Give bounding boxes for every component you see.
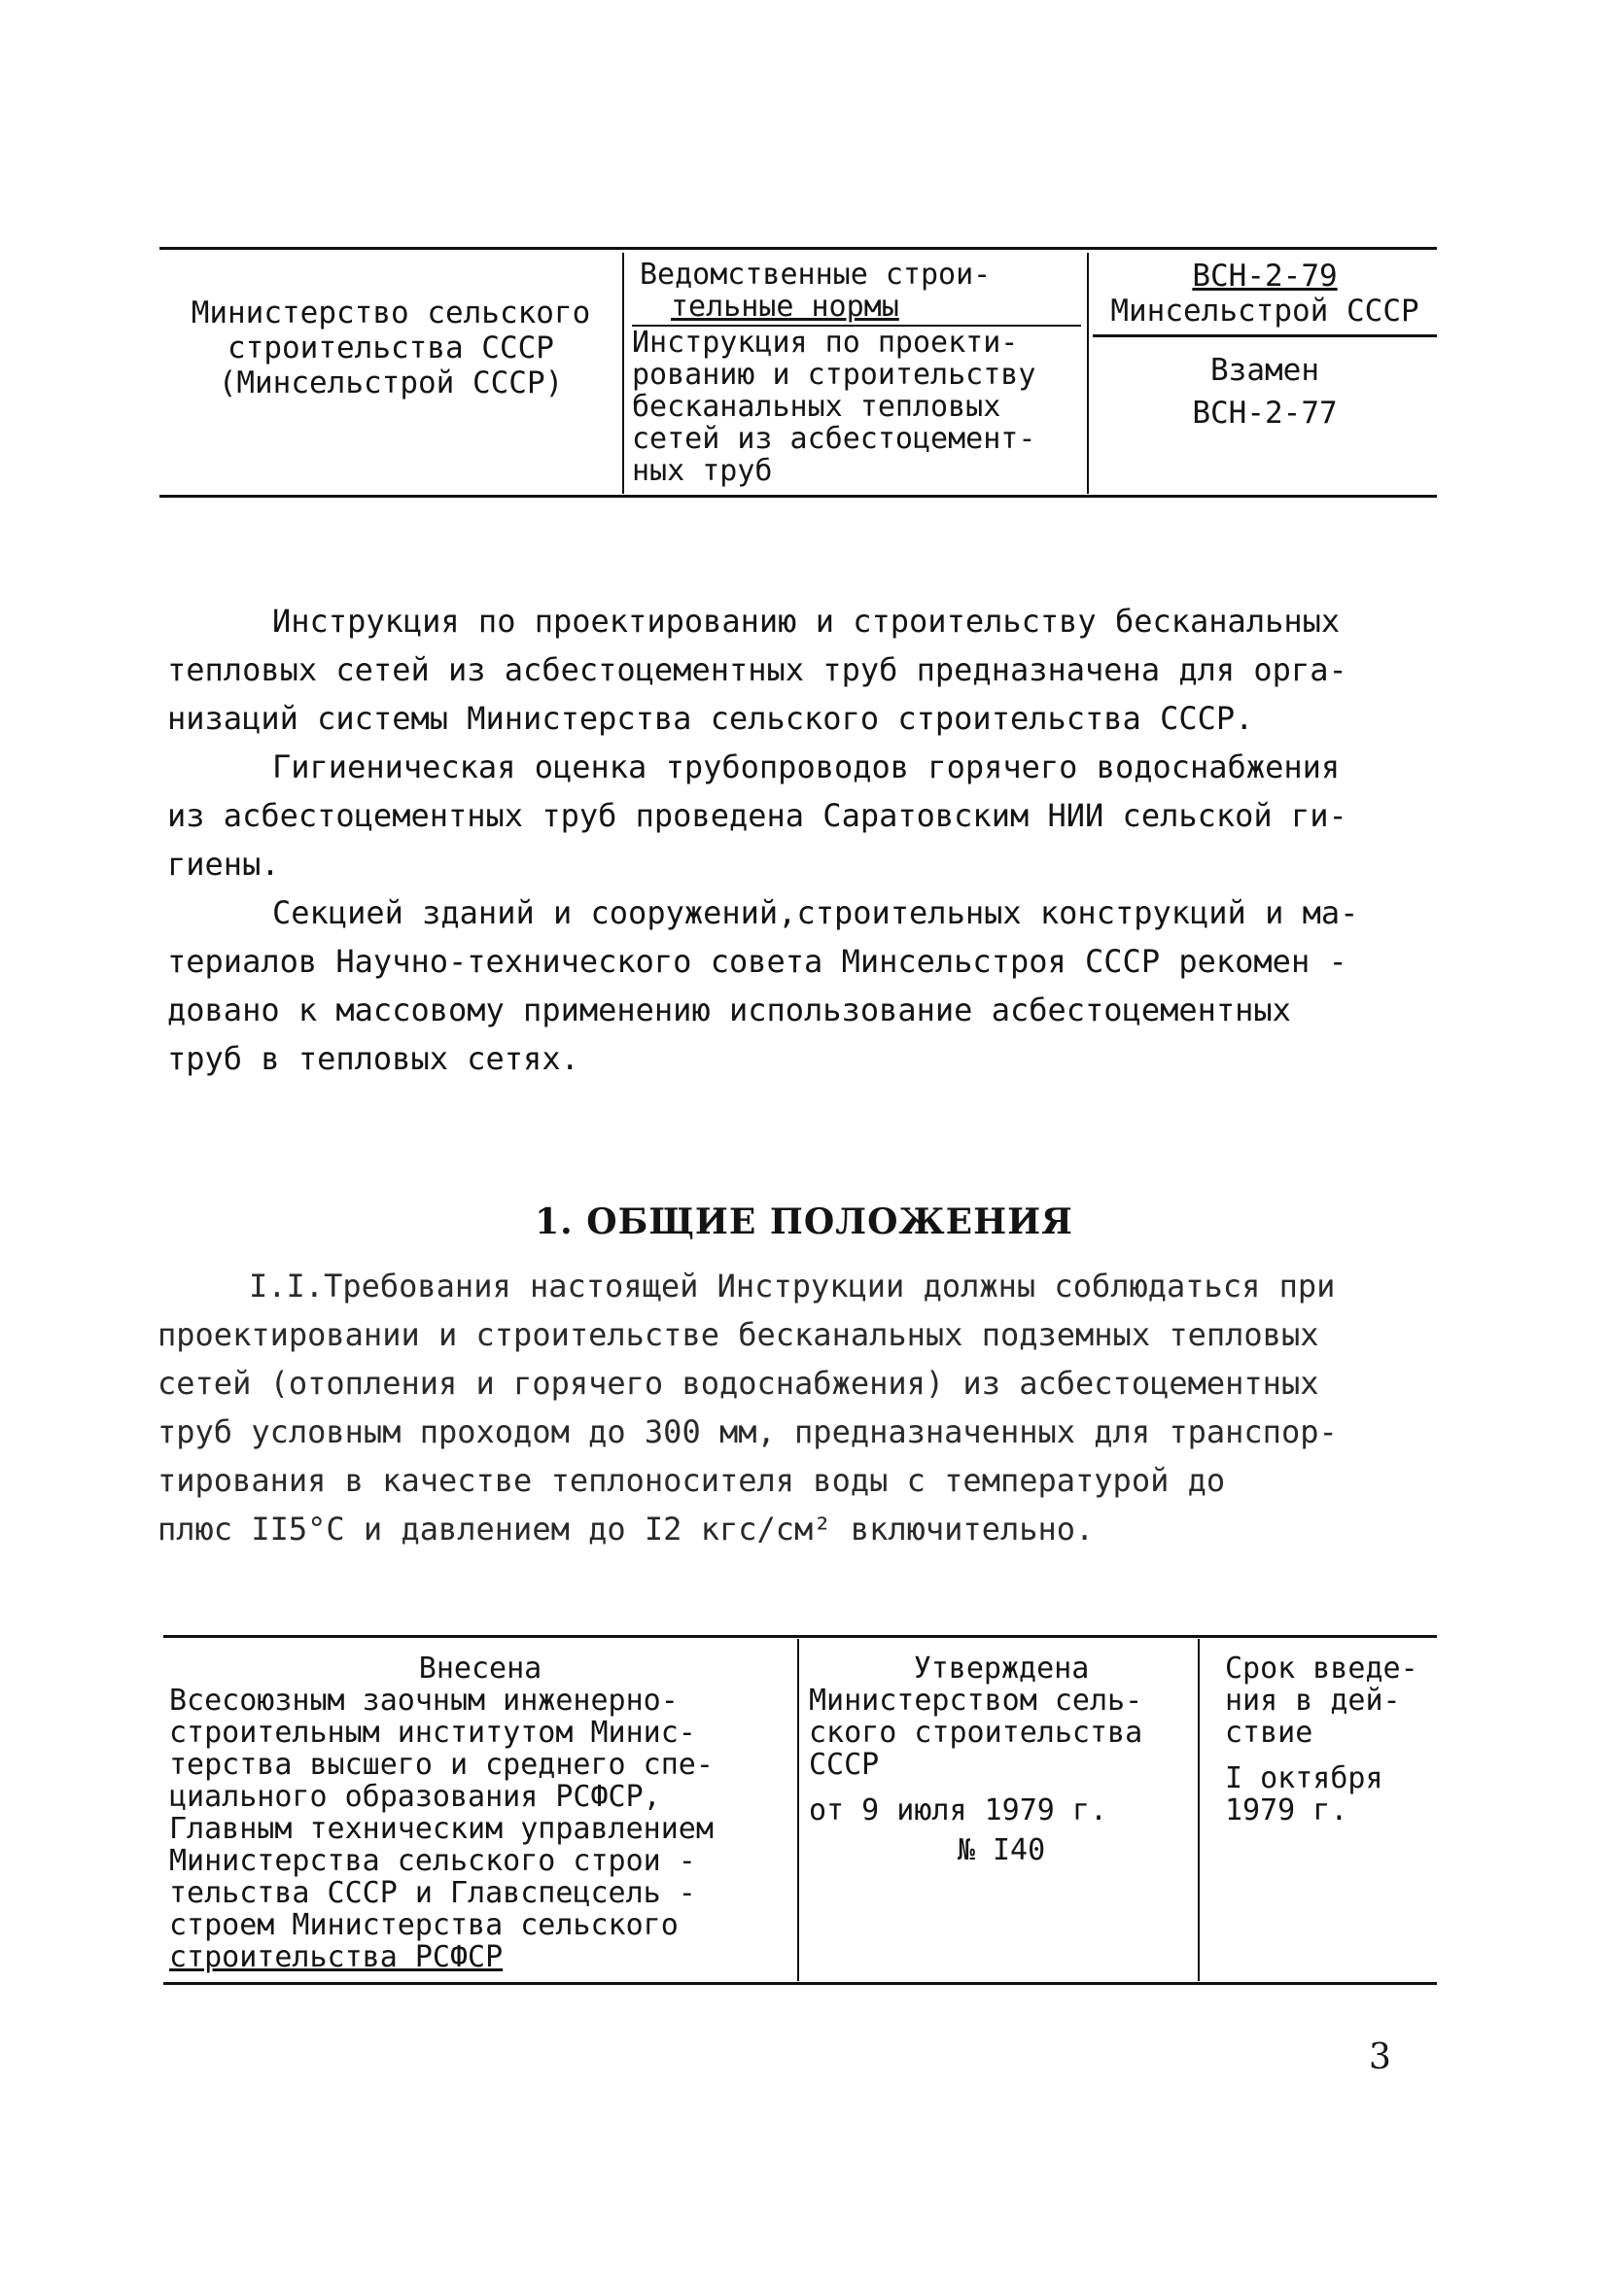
instruction-title-line: ных труб [632,454,773,488]
approved-line: Министерством сель- [809,1684,1143,1718]
paragraph-line: из асбестоцементных труб проведена Саратовским НИИ сельской ги- [167,797,1347,834]
approval-divider-1 [797,1639,799,1981]
header-divider-1 [622,253,624,494]
approved-line: ского строительства [809,1716,1143,1750]
ministry-line: (Минсельстрой СССР) [218,365,564,400]
approved-number: № I40 [957,1833,1046,1867]
replaces-label: Взамен [1210,353,1319,388]
approval-divider-2 [1198,1639,1200,1981]
instruction-title [632,327,1081,487]
introduced-line: терства высшего и среднего спе- [169,1748,714,1782]
introduced-line: строем Министерства сельского [169,1908,679,1942]
instruction-title-line: бесканальных тепловых [632,390,1001,424]
instruction-title-line: сетей из асбестоцемент- [632,422,1036,456]
ministry-line: Министерство сельского [191,296,591,330]
document-code-cell [1093,259,1437,435]
introduced-line: Главным техническим управлением [169,1812,714,1846]
approval-table [163,1635,1437,1985]
clause-line: сетей (отопления и горячего водоснабжения) из асбестоцементных [157,1365,1319,1402]
norm-type-line: Ведомственные строи- [640,258,992,292]
approved-date: от 9 июля 1979 г. [809,1793,1108,1827]
header-divider-2 [1087,253,1089,494]
effective-date-line: I октября [1225,1761,1383,1795]
introduced-title: Внесена [418,1652,542,1686]
instruction-title-line: Инструкция по проекти- [632,326,1019,360]
effective-date-line: 1979 г. [1225,1793,1348,1827]
paragraph-line: труб в тепловых сетях. [167,1040,579,1077]
paragraph-line: довано к массовому применению использование асбестоцементных [167,991,1291,1028]
approved-line: СССР [809,1748,880,1782]
effective-line: ния в дей- [1225,1684,1401,1718]
effective-date-cell [1225,1652,1437,1826]
header-bottom-rule [159,495,1437,498]
section-heading: 1. ОБЩИЕ ПОЛОЖЕНИЯ [535,1201,1073,1242]
cell-separator [1093,334,1437,337]
paragraph-line: Секцией зданий и сооружений,строительных конструкций и ма- [272,894,1359,931]
introduced-line: Министерства сельского строи - [169,1844,696,1878]
clause-line: труб условным проходом до 300 мм, предназначенных для транспор- [157,1413,1338,1450]
effective-line: Срок введе- [1225,1652,1418,1686]
paragraph-line: низаций системы Министерства сельского строительства СССР. [167,700,1254,737]
issuing-ministry [159,296,622,400]
header-top-rule [159,247,1437,250]
paragraph-line: териалов Научно-технического совета Минсельстроя СССР рекомен - [167,943,1347,980]
header-table [159,247,1437,498]
intro-text [167,597,1445,1083]
clause-line: проектировании и строительстве бесканальных подземных тепловых [157,1316,1319,1353]
paragraph-line: Инструкция по проектированию и строительству бесканальных [272,603,1341,640]
paragraph-line: гиены. [167,846,280,883]
introduced-by-cell [169,1652,791,1973]
ministry-line: строительства СССР [227,330,554,365]
document-type-cell [632,259,1081,487]
clause-text [157,1262,1451,1553]
introduced-line: Всесоюзным заочным инженерно- [169,1684,679,1718]
clause-line: I.I.Требования настоящей Инструкции должны соблюдаться при [249,1268,1336,1305]
clause-line: плюс II5°С и давлением до I2 кгс/см² включительно. [157,1511,1095,1548]
approved-by-cell [809,1652,1194,1866]
approved-title: Утверждена [913,1652,1090,1686]
page-number: 3 [1369,2037,1391,2077]
introduced-line: тельства СССР и Главспецсель - [169,1876,696,1910]
replaces-code: ВСН-2-77 [1192,396,1338,431]
document-code: ВСН-2-79 [1192,259,1338,294]
paragraph-line: Гигиеническая оценка трубопроводов горячего водоснабжения [272,748,1341,785]
effective-line: ствие [1225,1716,1313,1750]
introduced-line: строительным институтом Минис- [169,1716,696,1750]
clause-line: тирования в качестве теплоносителя воды с температурой до [157,1462,1226,1499]
code-ministry: Минсельстрой СССР [1110,294,1419,329]
introduced-line: строительства РСФСР [169,1940,504,1974]
introduced-line: циального образования РСФСР, [169,1780,661,1814]
approval-bottom-rule [163,1982,1437,1985]
paragraph-line: тепловых сетей из асбестоцементных труб предназначена для орга- [167,651,1347,688]
instruction-title-line: рованию и строительству [632,358,1036,392]
norm-type-line: тельные нормы [671,290,899,324]
approval-top-rule [163,1635,1437,1638]
